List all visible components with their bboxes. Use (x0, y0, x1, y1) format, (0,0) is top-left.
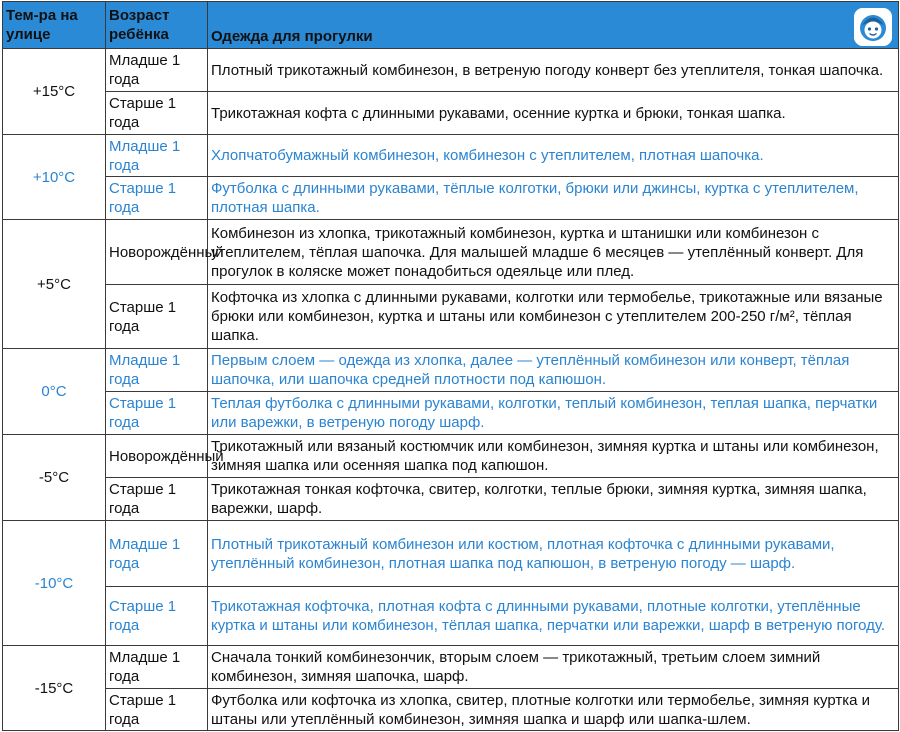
table-row (3, 587, 899, 646)
age-cell: Старше 1 года (106, 285, 208, 349)
age-cell: Старше 1 года (106, 392, 208, 435)
age-cell: Младше 1 года (106, 646, 208, 689)
table-row (3, 135, 899, 177)
table-row (3, 392, 899, 435)
table-row (3, 285, 899, 349)
header-age: Возраст ребёнка (106, 2, 208, 49)
clothes-cell: Хлопчатобумажный комбинезон, комбинезон с утеплителем, плотная шапочка. (208, 135, 899, 177)
age-cell: Младше 1 года (106, 349, 208, 392)
age-cell: Младше 1 года (106, 49, 208, 92)
clothes-cell: Трикотажная кофточка, плотная кофта с длинными рукавами, плотные колготки, утеплённые куртка и штаны или комбинезон, тёплая шапка, перчатки или варежки, шарф в ветреную погоду. (208, 587, 899, 646)
table-row (3, 49, 899, 92)
age-cell: Старше 1 года (106, 92, 208, 135)
clothes-cell: Комбинезон из хлопка, трикотажный комбинезон, куртка и штанишки или комбинезон с утеплителем, тёплая шапочка. Для малышей младше 6 месяцев — утеплённый конверт. Для прогулок в коляске может понадобиться одеяльце или плед. (208, 220, 899, 285)
age-cell: Новорождённый (106, 435, 208, 478)
clothes-cell: Первым слоем — одежда из хлопка, далее — утеплённый комбинезон или конверт, тёплая шапочка, или шапочка средней плотности под капюшон. (208, 349, 899, 392)
table-body (3, 49, 899, 731)
table-row (3, 689, 899, 731)
table-row (3, 92, 899, 135)
table-row (3, 435, 899, 478)
temperature-cell: +5°С (3, 220, 106, 349)
table-row (3, 349, 899, 392)
clothes-cell: Трикотажная кофта с длинными рукавами, осенние куртка и брюки, тонкая шапка. (208, 92, 899, 135)
table-row (3, 220, 899, 285)
clothes-cell: Плотный трикотажный комбинезон, в ветреную погоду конверт без утеплителя, тонкая шапочка. (208, 49, 899, 92)
age-cell: Старше 1 года (106, 587, 208, 646)
clothes-cell: Футболка с длинными рукавами, тёплые колготки, брюки или джинсы, куртка с утеплителем, плотная шапка. (208, 177, 899, 220)
clothes-cell: Трикотажный или вязаный костюмчик или комбинезон, зимняя куртка и штаны или комбинезон, зимняя шапка или осенняя шапка под капюшон. (208, 435, 899, 478)
age-cell: Старше 1 года (106, 689, 208, 731)
clothes-cell: Футболка или кофточка из хлопка, свитер, плотные колготки или термобелье, зимняя куртка и штаны или утеплённый комбинезон, зимняя шапка и шарф или шапка-шлем. (208, 689, 899, 731)
clothes-cell: Теплая футболка с длинными рукавами, колготки, теплый комбинезон, теплая шапка, перчатки или варежки, в ветреную погоду шарф. (208, 392, 899, 435)
age-cell: Новорождённый (106, 220, 208, 285)
clothes-cell: Кофточка из хлопка с длинными рукавами, колготки или термобелье, трикотажные или вязаные брюки или комбинезон, куртка и штаны или комбинезон с утеплителем 200-250 г/м², тёплая шапка. (208, 285, 899, 349)
age-cell: Младше 1 года (106, 135, 208, 177)
clothes-cell: Трикотажная тонкая кофточка, свитер, колготки, теплые брюки, зимняя куртка, зимняя шапка, варежки, шарф. (208, 478, 899, 521)
table-row (3, 478, 899, 521)
temperature-cell: 0°С (3, 349, 106, 435)
clothes-cell: Сначала тонкий комбинезончик, вторым слоем — трикотажный, третьим слоем зимний комбинезон, зимняя шапочка, шарф. (208, 646, 899, 689)
baby-face-icon (854, 8, 892, 46)
temperature-cell: +10°С (3, 135, 106, 220)
age-cell: Младше 1 года (106, 521, 208, 587)
table-row (3, 646, 899, 689)
table-row (3, 177, 899, 220)
clothing-table (2, 1, 899, 731)
table-row (3, 521, 899, 587)
temperature-cell: -5°С (3, 435, 106, 521)
temperature-cell: -10°С (3, 521, 106, 646)
temperature-cell: -15°С (3, 646, 106, 731)
clothes-cell: Плотный трикотажный комбинезон или костюм, плотная кофточка с длинными рукавами, утеплённый комбинезон, плотная шапка под капюшон, в ветреную погоду — шарф. (208, 521, 899, 587)
header-row (3, 2, 899, 49)
temperature-cell: +15°С (3, 49, 106, 135)
header-clothes-label: Одежда для прогулки (211, 28, 373, 45)
age-cell: Старше 1 года (106, 478, 208, 521)
age-cell: Старше 1 года (106, 177, 208, 220)
header-temp: Тем-ра на улице (3, 2, 106, 49)
header-clothes (208, 2, 899, 49)
